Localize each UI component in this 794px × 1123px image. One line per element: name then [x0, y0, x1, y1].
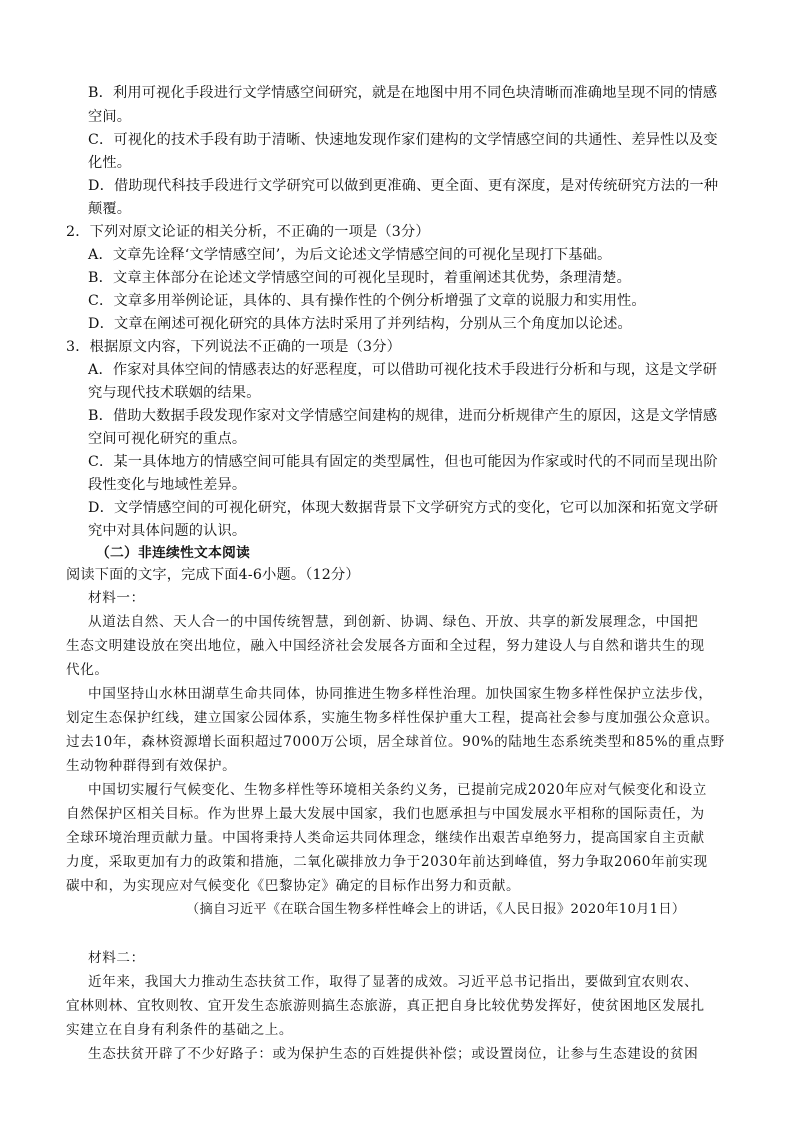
- q3-stem: 3．根据原文内容，下列说法不正确的一项是（3分）: [66, 339, 401, 355]
- material1-p3-line5: 碳中和，为实现应对气候变化《巴黎协定》确定的目标作出努力和贡献。: [66, 878, 521, 894]
- q3-option-c-line1: C．某一具体地方的情感空间可能具有固定的类型属性，但也可能因为作家或时代的不同而呈现出阶: [88, 454, 718, 470]
- material2-p1-line3: 实建立在自身有利条件的基础之上。: [66, 1022, 294, 1038]
- material1-p2-line2: 划定生态保护红线，建立国家公园体系，实施生物多样性保护重大工程，提高社会参与度加强公众意识。: [66, 710, 719, 726]
- material1-p2-line3: 过去10年，森林资源增长面积超过7000万公顷，居全球首位。90%的陆地生态系统类型和85%的重点野: [66, 734, 725, 750]
- material2-p1-line1: 近年来，我国大力推动生态扶贫工作，取得了显著的成效。习近平总书记指出，要做到宜农则农、: [88, 974, 699, 990]
- q2-option-c: C．文章多用举例论证，具体的、具有操作性的个例分析增强了文章的说服力和实用性。: [88, 293, 646, 309]
- q3-option-b-line1: B．借助大数据手段发现作家对文学情感空间建构的规律，进而分析规律产生的原因，这是文学情感: [88, 408, 718, 424]
- material2-p2-line1: 生态扶贫开辟了不少好路子：或为保护生态的百姓提供补偿；或设置岗位，让参与生态建设的贫困: [88, 1046, 699, 1062]
- q2-option-a: A．文章先诠释‘文学情感空间’，为后文论述文学情感空间的可视化呈现打下基础。: [88, 247, 612, 263]
- q2-option-d: D．文章在阐述可视化研究的具体方法时采用了并列结构，分别从三个角度加以论述。: [88, 316, 632, 332]
- q1-option-d-line1: D．借助现代科技手段进行文学研究可以做到更准确、更全面、更有深度，是对传统研究方法的一种: [88, 178, 719, 194]
- q3-option-d-line2: 究中对具体问题的认识。: [88, 523, 247, 539]
- q1-option-d-line2: 颠覆。: [88, 201, 132, 217]
- q2-option-b: B．文章主体部分在论述文学情感空间的可视化呈现时，着重阐述其优势，条理清楚。: [88, 270, 631, 286]
- section-instruction: 阅读下面的文字，完成下面4-6小题。（12分）: [66, 567, 360, 583]
- q3-option-c-line2: 段性变化与地域性差异。: [88, 477, 247, 493]
- material1-p1-line1: 从道法自然、天人合一的中国传统智慧，到创新、协调、绿色、开放、共享的新发展理念，中国把: [88, 614, 699, 630]
- material1-p3-line4: 力度，采取更加有力的政策和措施，二氧化碳排放力争于2030年前达到峰值，努力争取2060年前实现: [66, 854, 708, 870]
- section-heading: （二）非连续性文本阅读: [96, 545, 250, 561]
- material1-p3-line3: 全球环境治理贡献力量。中国将秉持人类命运共同体理念，继续作出艰苦卓绝努力，提高国家自主贡献: [66, 830, 705, 846]
- material2-p1-line2: 宜林则林、宜牧则牧、宜开发生态旅游则搞生态旅游，真正把自身比较优势发挥好，使贫困地区发展扎: [66, 998, 705, 1014]
- q2-stem: 2．下列对原文论证的相关分析，不正确的一项是（3分）: [66, 224, 430, 240]
- q3-option-a-line2: 究与现代技术联姻的结果。: [88, 385, 261, 401]
- q1-option-b-line1: B．利用可视化手段进行文学情感空间研究，就是在地图中用不同色块清晰而准确地呈现不同的情感: [88, 85, 718, 101]
- material1-p3-line1: 中国切实履行气候变化、生物多样性等环境相关条约义务，已提前完成2020年应对气候变化和设立: [88, 782, 707, 798]
- q3-option-d-line1: D．文学情感空间的可视化研究，体现大数据背景下文学研究方式的变化，它可以加深和拓宽文学研: [88, 500, 719, 516]
- material1-p2-line1: 中国坚持山水林田湖草生命共同体，协同推进生物多样性治理。加快国家生物多样性保护立法步伐，: [88, 686, 713, 702]
- material1-source: （摘自习近平《在联合国生物多样性峰会上的讲话，《人民日报》2020年10月1日）: [186, 902, 686, 917]
- q1-option-c-line2: 化性。: [88, 155, 132, 171]
- material1-p1-line3: 代化。: [66, 662, 109, 678]
- material1-label: 材料一：: [88, 590, 145, 606]
- q1-option-c-line1: C．可视化的技术手段有助于清晰、快速地发现作家们建构的文学情感空间的共通性、差异性以及变: [88, 132, 718, 148]
- material1-p3-line2: 自然保护区相关目标。作为世界上最大发展中国家，我们也愿承担与中国发展水平相称的国际责任，为: [66, 806, 705, 822]
- q3-option-b-line2: 空间可视化研究的重点。: [88, 431, 247, 447]
- q1-option-b-line2: 空间。: [88, 109, 132, 125]
- material2-label: 材料二：: [88, 950, 145, 966]
- q3-option-a-line1: A．作家对具体空间的情感表达的好恶程度，可以借助可视化技术手段进行分析和与现，这是文学研: [88, 362, 718, 378]
- material1-p2-line4: 生动物种群得到有效保护。: [66, 758, 237, 774]
- material1-p1-line2: 生态文明建设放在突出地位，融入中国经济社会发展各方面和全过程，努力建设人与自然和谐共生的现: [66, 638, 705, 654]
